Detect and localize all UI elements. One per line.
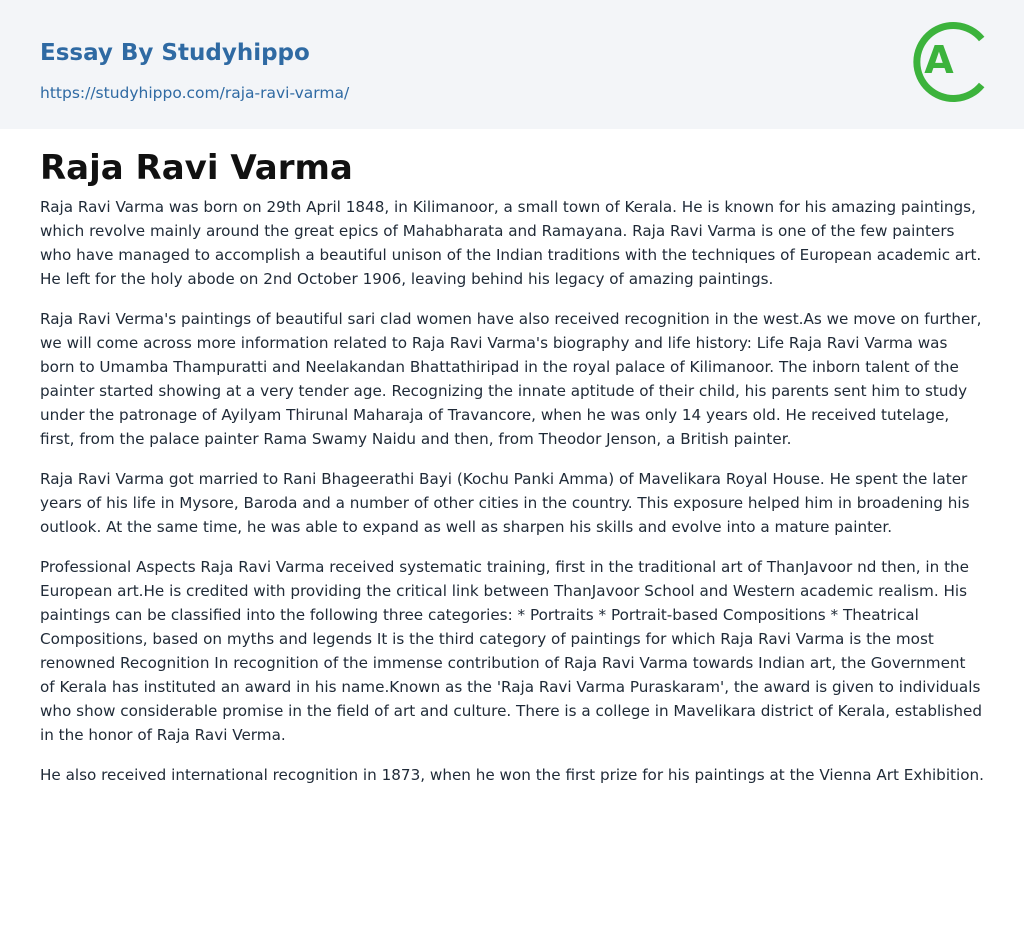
logo-letter: A [924, 38, 954, 82]
letter-a-logo-icon[interactable] [910, 16, 990, 108]
article-paragraph: He also received international recognition in 1873, when he won the first prize for his paintings at the Vienna Art Exhibition. [40, 766, 984, 784]
article-paragraph: Professional Aspects Raja Ravi Varma received systematic training, first in the traditional art of ThanJavoor nd then, in the European art.He is credited with providing the critical link between ThanJavoor School and Western academic realism. His paintings can be classified into the following three categories: * Portraits * Portrait-based Compositions * Theatrical Compositions, based on myths and legends It is the third category of paintings for which Raja Ravi Varma is the most renowned Recognition In recognition of the immense contribution of Raja Ravi Varma towards Indian art, the Government of Kerala has instituted an award in his name.Known as the 'Raja Ravi Varma Puraskaram', the award is given to individuals who show considerable promise in the field of art and culture. There is a college in Mavelikara district of Kerala, established in the honor of Raja Ravi Verma. [40, 558, 982, 744]
article [40, 144, 984, 803]
article-paragraph: Raja Ravi Verma's paintings of beautiful sari clad women have also received recognition in the west.As we move on further, we will come across more information related to Raja Ravi Varma's biography and life history: Life Raja Ravi Varma was born to Umamba Thampuratti and Neelakandan Bhattathiripad in the royal palace of Kilimanoor. The inborn talent of the painter started showing at a very tender age. Recognizing the innate aptitude of their child, his parents sent him to study under the patronage of Ayilyam Thirunal Maharaja of Travancore, when he was only 14 years old. He received tutelage, first, from the palace painter Rama Swamy Naidu and then, from Theodor Jenson, a British painter. [40, 310, 982, 448]
essay-url-link[interactable]: https://studyhippo.com/raja-ravi-varma/ [40, 84, 350, 102]
page-title: Raja Ravi Varma [40, 148, 353, 188]
article-paragraph: Raja Ravi Varma got married to Rani Bhageerathi Bayi (Kochu Panki Amma) of Mavelikara Royal House. He spent the later years of his life in Mysore, Baroda and a number of other cities in the country. This exposure helped him in broadening his outlook. At the same time, he was able to expand as well as sharpen his skills and evolve into a mature painter. [40, 470, 970, 536]
site-header [0, 0, 1024, 129]
article-paragraph: Raja Ravi Varma was born on 29th April 1848, in Kilimanoor, a small town of Kerala. He is known for his amazing paintings, which revolve mainly around the great epics of Mahabharata and Ramayana. Raja Ravi Varma is one of the few painters who have managed to accomplish a beautiful unison of the Indian traditions with the techniques of European academic art. He left for the holy abode on 2nd October 1906, leaving behind his legacy of amazing paintings. [40, 198, 982, 288]
site-title: Essay By Studyhippo [40, 40, 310, 66]
